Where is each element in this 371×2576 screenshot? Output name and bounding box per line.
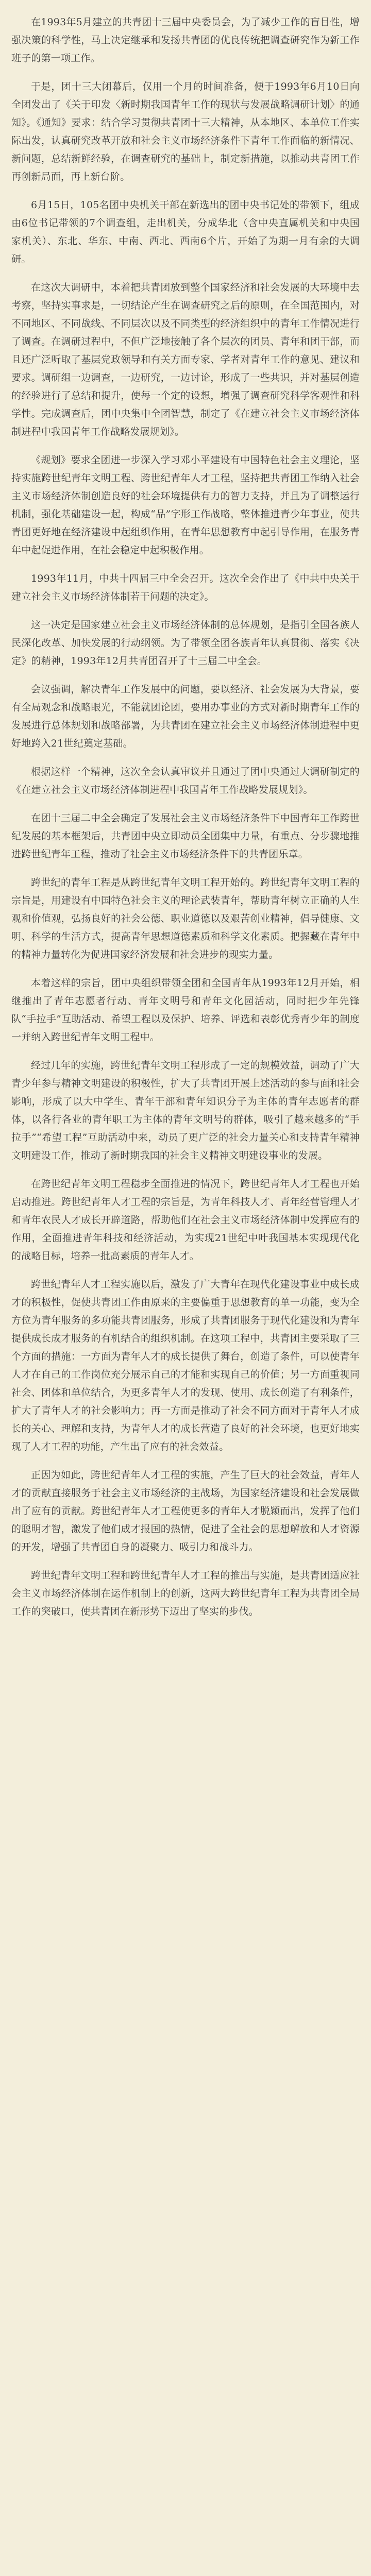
paragraph: 在这次大调研中，本着把共青团放到整个国家经济和社会发展的大环境中去考察，坚持实事求是，一切结论产生在调查研究之后的原则，在全国范围内，对不同地区、不同战线、不同层次以及不同类型的经济组织中的青年工作情况进行了调查。在调研过程中，不但广泛地接触了各个层次的团员、青年和团干部，而且还广泛听取了基层党政领导和有关方面专家、学者对青年工作的意见、建议和要求。调研组一边调查，一边研究，一边讨论，形成了一些共识，并对基层创造的经验进行了总结和提升，使每一个定的设想，增强了调查研究科学客观性和科学性。完成调查后，团中央集中全团智慧，制定了《在建立社会主义市场经济体制进程中我国青年工作战略发展规划》。 <box>11 282 360 437</box>
paragraph: 正因为如此，跨世纪青年人才工程的实施，产生了巨大的社会效益，青年人才的贡献直接服务于社会主义市场经济的主战场，为国家经济建设和社会发展做出了应有的贡献。跨世纪青年人才工程使更多的青年人才脱颖而出，发挥了他们的聪明才智，激发了他们成才报国的热情，促进了全社会的思想解放和人才资源的开发，增强了共青团自身的凝聚力、吸引力和战斗力。 <box>11 1469 360 1553</box>
paragraph: 根据这样一个精神，这次全会认真审议并且通过了团中央通过大调研制定的《在建立社会主义市场经济体制进程中我国青年工作战略发展规划》。 <box>11 766 360 795</box>
paragraph: 经过几年的实施，跨世纪青年文明工程形成了一定的规模效益，调动了广大青少年参与精神文明建设的积极性，扩大了共青团开展上述活动的参与面和社会影响，形成了以大中学生、青年干部和青年知识分子为主体的青年志愿者的群体，以各行各业的青年职工为主体的青年文明号的群体，吸引了越来越多的“手拉手”“希望工程”互助活动中来，动员了更广泛的社会力量关心和支持青年精神文明建设工作，推动了新时期我国的社会主义精神文明建设事业的发展。 <box>11 1060 360 1161</box>
paragraph: 跨世纪的青年工程是从跨世纪青年文明工程开始的。跨世纪青年文明工程的宗旨是，用建设有中国特色社会主义的理论武装青年，帮助青年树立正确的人生观和价值观，弘扬良好的社会公德、职业道德以及艰苦创业精神，倡导健康、文明、科学的生活方式，提高青年思想道德素质和科学文化素质。把握藏在青年中的精神力量转化为促进国家经济发展和社会进步的现实力量。 <box>11 877 360 960</box>
paragraph: 6月15日，105名团中央机关干部在新选出的团中央书记处的带领下，组成由6位书记带领的7个调查组，走出机关，分成华北（含中央直属机关和中央国家机关）、东北、华东、中南、西北、西南6个片，开始了为期一月有余的大调研。 <box>11 199 360 265</box>
paragraph: 跨世纪青年人才工程实施以后，激发了广大青年在现代化建设事业中成长成才的积极性，促使共青团工作由原来的主要偏重于思想教育的单一功能，变为全方位为青年服务的多功能共青团服务，形成了共青团服务于现代化建设和为青年提供成长成才服务的有机结合的组织机制。在这项工程中，共青团主要采取了三个方面的措施：一方面为青年人才的成长提供了舞台，创造了条件，可以使青年人才在自己的工作岗位充分展示自己的才能和实现自己的价值；另一方面重视同社会、团体和单位结合，为更多青年人才的发现、使用、成长创造了有利条件，扩大了青年人才的社会影响力；再一方面是推动了社会不同方面对于青年人才成长的关心、理解和支持，为青年人才的成长营造了良好的社会环境，也更好地实现了人才工程的功能，产生出了应有的社会效益。 <box>11 1279 360 1452</box>
paragraph: 在1993年5月建立的共青团十三届中央委员会，为了减少工作的盲目性，增强决策的科学性，马上决定继承和发扬共青团的优良传统把调查研究作为新工作班子的第一项工作。 <box>11 16 360 64</box>
paragraph: 在团十三届二中全会确定了发展社会主义市场经济条件下中国青年工作跨世纪发展的基本框架后，共青团中央立即动员全团集中力量，有重点、分步骤地推进跨世纪青年工程，推动了社会主义市场经济条件下的共青团乐章。 <box>11 812 360 860</box>
paragraph: 这一决定是国家建立社会主义市场经济体制的总体规划，是指引全国各族人民深化改革、加快发展的行动纲领。为了带领全团各族青年认真贯彻、落实《决定》的精神，1993年12月共青团召开了十三届二中全会。 <box>11 619 360 667</box>
paragraph: 1993年11月，中共十四届三中全会召开。这次全会作出了《中共中央关于建立社会主义市场经济体制若干问题的决定》。 <box>11 573 360 602</box>
paragraph: 在跨世纪青年文明工程稳步全面推进的情况下，跨世纪青年人才工程也开始启动推进。跨世纪青年人才工程的宗旨是，为青年科技人才、青年经营管理人才和青年农民人才成长开辟道路，帮助他们在社会主义市场经济体制中发挥应有的作用，全面推进青年科技和经济活动，为实现21世纪中叶我国基本实现现代化的战略目标，培养一批高素质的青年人才。 <box>11 1178 360 1262</box>
paragraph: 《规划》要求全团进一步深入学习邓小平建设有中国特色社会主义理论，坚持实施跨世纪青年文明工程、跨世纪青年人才工程，坚持把共青团工作纳入社会主义市场经济体制创造良好的社会环境提供有力的智力支持，并且为了调整运行机制，强化基础建设一起，构成“品”字形工作战略，整体推进青少年事业，使共青团更好地在经济建设中起组织作用，在青年思想教育中起引导作用，在服务青年中起促进作用，在社会稳定中起积极作用。 <box>11 454 360 556</box>
paragraph: 会议强调，解决青年工作发展中的问题，要以经济、社会发展为大背景，要有全局观念和战略眼光，不能就团论团，要用办事业的方式对新时期青年工作的发展进行总体规划和战略部署，为共青团在建立社会主义市场经济体制进程中更好地跨入21世纪奠定基础。 <box>11 684 360 749</box>
article-body <box>11 13 360 1621</box>
paragraph: 跨世纪青年文明工程和跨世纪青年人才工程的推出与实施，是共青团适应社会主义市场经济体制在运作机制上的创新，这两大跨世纪青年工程为共青团全局工作的突破口，使共青团在新形势下迈出了坚实的步伐。 <box>11 1570 360 1617</box>
paragraph: 本着这样的宗旨，团中央组织带领全团和全国青年从1993年12月开始，相继推出了青年志愿者行动、青年文明号和青年文化园活动，同时把少年先锋队“手拉手”互助活动、希望工程以及保护、培养、评选和表彰优秀青少年的制度一并纳入跨世纪青年文明工程中。 <box>11 977 360 1043</box>
paragraph: 于是，团十三大闭幕后，仅用一个月的时间准备，便于1993年6月10日向全团发出了《关于印发〈新时期我国青年工作的现状与发展战略调研计划〉的通知》。《通知》要求：结合学习贯彻共青团十三大精神，从本地区、本单位工作实际出发，认真研究改革开放和社会主义市场经济条件下青年工作面临的新情况、新问题，总结新鲜经验，在调查研究的基础上，制定新措施，以推动共青团工作再创新局面，再上新台阶。 <box>11 81 360 182</box>
